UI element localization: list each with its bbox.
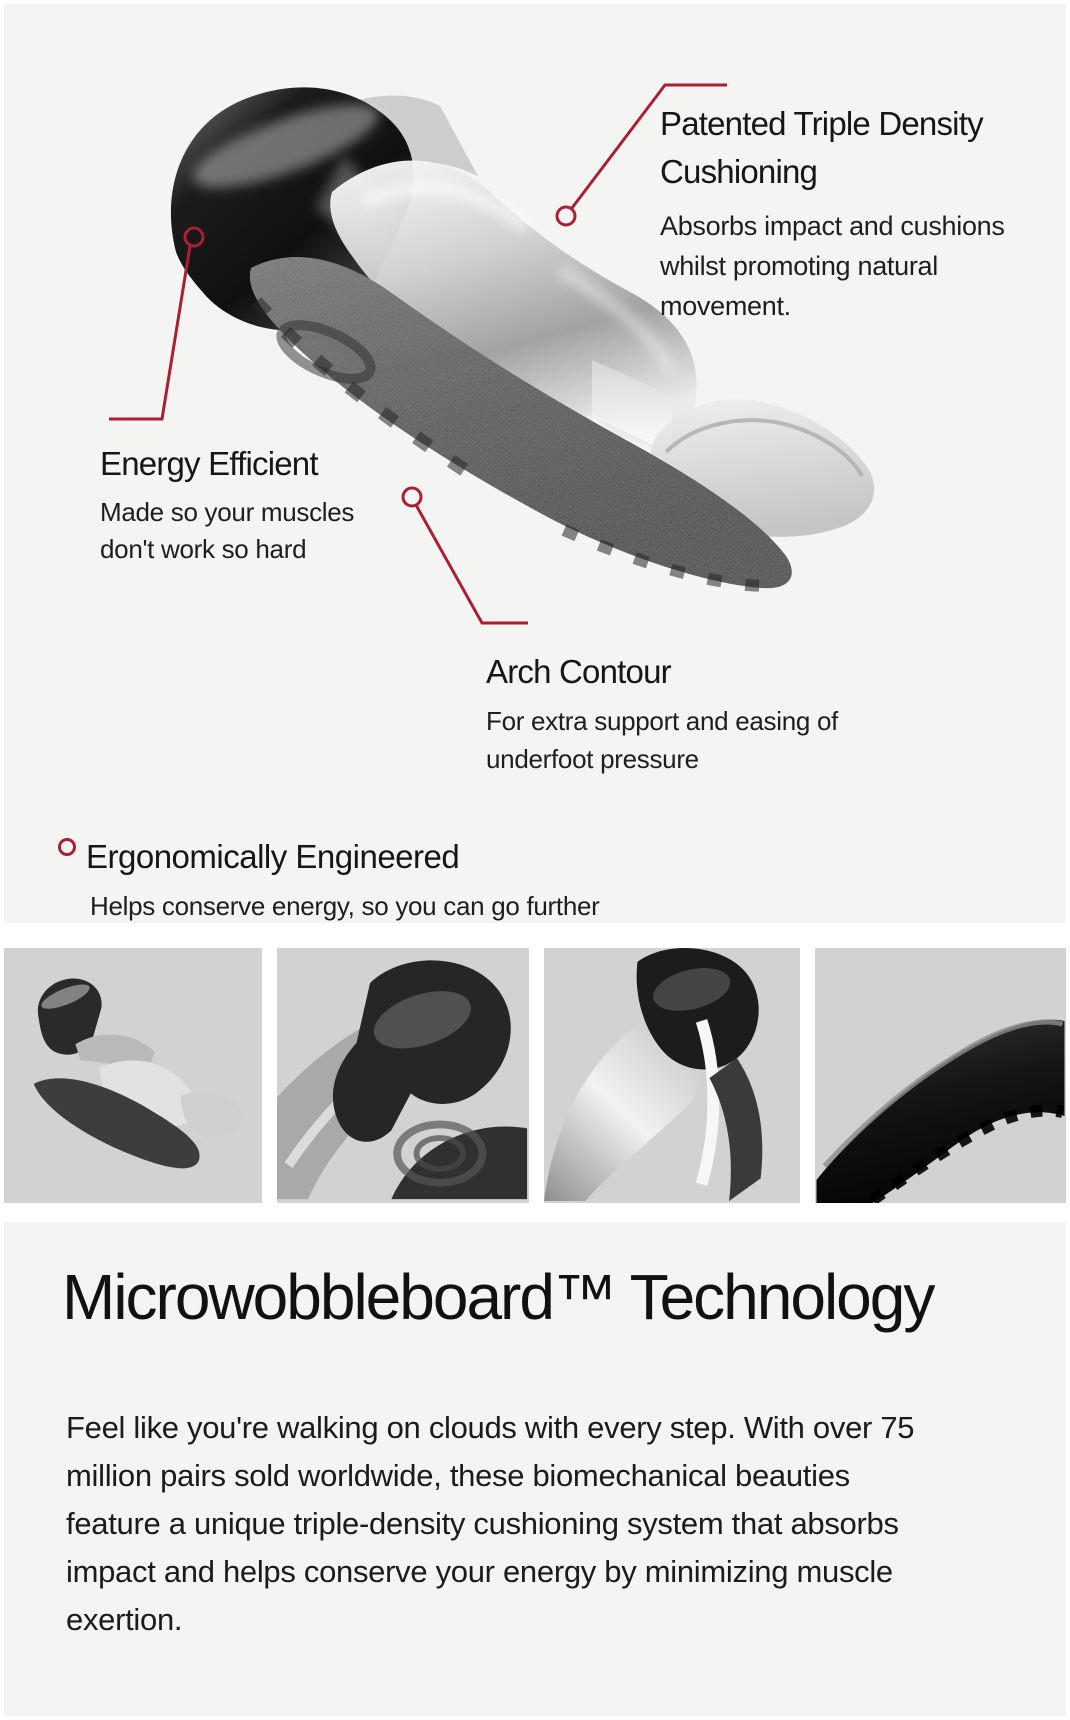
technology-paragraph: Feel like you're walking on clouds with every step. With over 75 million pairs sold worldwide, these biomechanical beauties feature a unique triple-density cushioning system that absorbs impact and helps conserve your energy by minimizing muscle exertion. (66, 1410, 915, 1637)
callout-body: Made so your muscles don't work so hard (100, 497, 355, 564)
callout-ergonomically-engineered-body (90, 886, 600, 926)
callout-body: Absorbs impact and cushions whilst promoting natural movement. (660, 211, 1005, 321)
foam-heel-thumbnail-image (277, 948, 529, 1203)
ergonomic-bullet-icon (60, 840, 75, 855)
outsole-profile-thumbnail-image (815, 948, 1066, 1203)
callout-title: Patented Triple Density Cushioning (660, 105, 983, 190)
callout-body: Helps conserve energy, so you can go further (90, 891, 600, 921)
outsole-profile-thumbnail[interactable] (815, 948, 1066, 1203)
heel-cup-thumbnail-image (544, 948, 800, 1203)
technology-section (4, 1222, 1066, 1716)
callout-title: Energy Efficient (100, 445, 318, 482)
callout-title: Arch Contour (486, 653, 671, 690)
heel-cup-closeup-thumbnail[interactable] (544, 948, 800, 1203)
callout-arch-contour (486, 648, 886, 778)
callout-body: For extra support and easing of underfoot pressure (486, 706, 839, 774)
callout-title: Ergonomically Engineered (86, 838, 460, 875)
exploded-sole-thumbnail-image (4, 948, 262, 1203)
foam-heel-closeup-thumbnail[interactable] (277, 948, 529, 1203)
exploded-sole-thumbnail[interactable] (4, 948, 262, 1203)
callout-energy-efficient (100, 440, 400, 568)
callout-ergonomically-engineered (86, 833, 459, 881)
callout-triple-density (660, 100, 1060, 326)
hero-section (4, 4, 1066, 923)
product-gallery (4, 948, 1066, 1203)
technology-heading: Microwobbleboard™ Technology (62, 1261, 934, 1333)
